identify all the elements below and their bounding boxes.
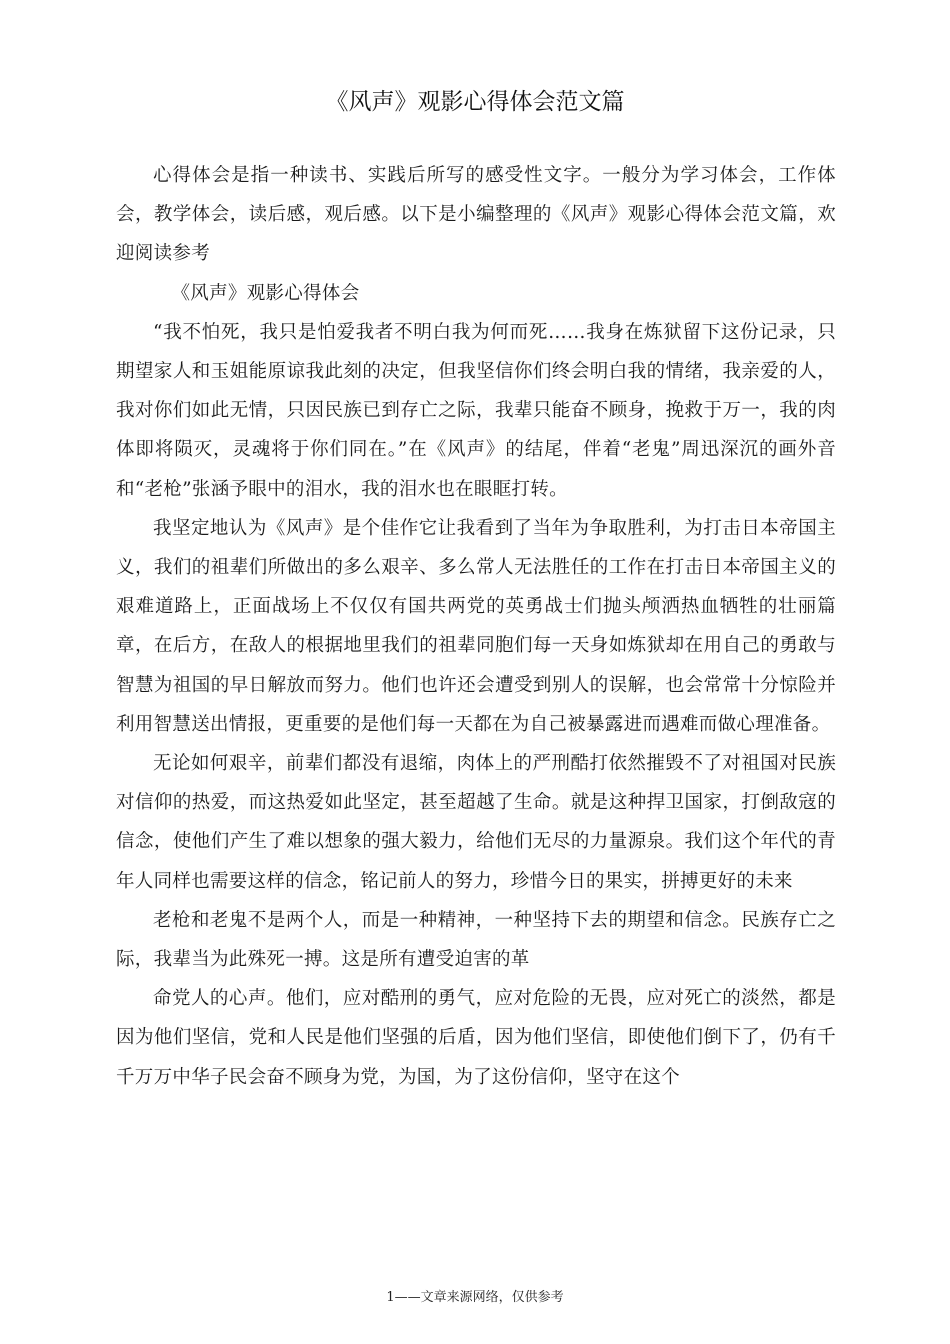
section-heading: 《风声》观影心得体会: [171, 282, 360, 304]
body-paragraph: 老枪和老鬼不是两个人，而是一种精神，一种坚持下去的期望和信念。民族存亡之际，我辈当为此殊死一搏。这是所有遭受迫害的革: [116, 909, 836, 971]
body-paragraph: 命党人的心声。他们，应对酷刑的勇气，应对危险的无畏，应对死亡的淡然，都是因为他们坚信，党和人民是他们坚强的后盾，因为他们坚信，即使他们倒下了，仍有千千万万中华子民会奋不顾身为党，为国，为了这份信仰，坚守在这个: [116, 988, 836, 1088]
page-footer: 1——文章来源网络，仅供参考: [386, 1290, 564, 1305]
document-title: 《风声》观影心得体会范文篇: [325, 89, 625, 115]
intro-paragraph: 心得体会是指一种读书、实践后所写的感受性文字。一般分为学习体会，工作体会，教学体会，读后感，观后感。以下是小编整理的《风声》观影心得体会范文篇，欢迎阅读参考: [116, 165, 836, 265]
body-paragraph: 无论如何艰辛，前辈们都没有退缩，肉体上的严刑酷打依然摧毁不了对祖国对民族对信仰的热爱，而这热爱如此坚定，甚至超越了生命。就是这种捍卫国家，打倒敌寇的信念，使他们产生了难以想象的强大毅力，给他们无尽的力量源泉。我们这个年代的青年人同样也需要这样的信念，铭记前人的努力，珍惜今日的果实，拼搏更好的未来: [116, 753, 836, 892]
body-paragraph: 我坚定地认为《风声》是个佳作它让我看到了当年为争取胜利，为打击日本帝国主义，我们的祖辈们所做出的多么艰辛、多么常人无法胜任的工作在打击日本帝国主义的艰难道路上，正面战场上不仅仅有国共两党的英勇战士们抛头颅洒热血牺牲的壮丽篇章，在后方，在敌人的根据地里我们的祖辈同胞们每一天身如炼狱却在用自己的勇敢与智慧为祖国的早日解放而努力。他们也许还会遭受到别人的误解，也会常常十分惊险并利用智慧送出情报，更重要的是他们每一天都在为自己被暴露进而遇难而做心理准备。: [116, 517, 836, 735]
document-body: [116, 156, 836, 1097]
quote-paragraph: “我不怕死，我只是怕爱我者不明白我为何而死……我身在炼狱留下这份记录，只期望家人和玉姐能原谅我此刻的决定，但我坚信你们终会明白我的情绪，我亲爱的人，我对你们如此无情，只因民族已到存亡之际，我辈只能奋不顾身，挽救于万一，我的肉体即将陨灭，灵魂将于你们同在。”在《风声》的结尾，伴着“老鬼”周迅深沉的画外音和“老枪”张涵予眼中的泪水，我的泪水也在眼眶打转。: [116, 321, 836, 500]
